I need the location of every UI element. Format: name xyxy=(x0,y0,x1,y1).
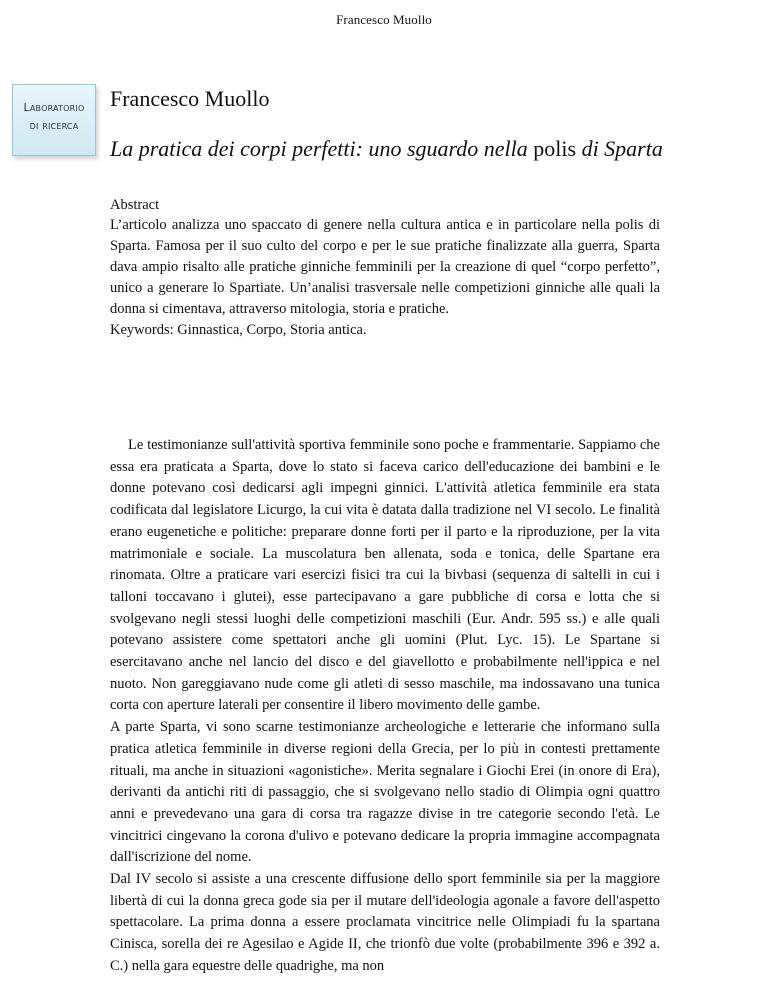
body-paragraph: Le testimonianze sull'attività sportiva femminile sono poche e frammentarie. Sappiamo che essa era praticata a Sparta, dove lo stato si faceva carico dell'educazione dei bambini e le donne potevano così dedicarsi agli impegni ginnici. L'attività atletica femminile era stata codificata dal legislatore Licurgo, la cui vita è datata dalla tradizione nel VI secolo. Le finalità erano eugenetiche e politiche: preparare donne forti per il parto e la riproduzione, per la vita matrimoniale e sociale. La muscolatura ben allenata, soda e tonica, delle Spartane era rinomata. Oltre a praticare vari esercizi fisici tra cui la bivbasi (sequenza di saltelli in cui i talloni toccavano i glutei), esse partecipavano a gare pubbliche di corsa e lotta che si svolgevano negli stessi luoghi delle competizioni maschili (Eur. Andr. 595 ss.) e alle quali potevano assistere come spettatori anche gli uomini (Plut. Lyc. 15). Le Spartane si esercitavano anche nel lancio del disco e del giavellotto e probabilmente nell'ippica e nel nuoto. Non gareggiavano nude come gli atleti di sesso maschile, ma indossavano una tunica corta con aperture laterali per consentire il libero movimento delle gambe. xyxy=(110,437,660,714)
article-author: Francesco Muollo xyxy=(110,86,270,111)
title-part-3: di Sparta xyxy=(576,136,663,161)
body-paragraph: Dal IV secolo si assiste a una crescente diffusione dello sport femminile sia per la maggiore libertà di cui la donna greca gode sia per il mutare dell'ideologia agonale a favore dell'aspetto spettacolare. La prima donna a essere proclamata vincitrice nelle Olimpiadi fu la spartana Cinisca, sorella dei re Agesilao e Agide II, che trionfò due volte (probabilmente 396 e 392 a. C.) nella gara equestre delle quadrighe, ma non xyxy=(110,871,660,974)
article-title xyxy=(110,136,663,162)
section-badge xyxy=(12,84,96,156)
title-part-1: La pratica dei corpi perfetti: uno sguardo nella xyxy=(110,136,534,161)
body-paragraph: A parte Sparta, vi sono scarne testimonianze archeologiche e letterarie che informano sulla pratica atletica femminile in diverse regioni della Grecia, per lo più in contesti prettamente rituali, ma anche in situazioni «agonistiche». Merita segnalare i Giochi Erei (in onore di Era), derivanti da antichi riti di passaggio, che si svolgevano nello stadio di Olimpia ogni quattro anni e prevedevano una gara di corsa tra ragazze divise in tre categorie secondo l'età. Le vincitrici cingevano la corona d'ulivo e potevano dedicare la propria immagine accompagnata dall'iscrizione del nome. xyxy=(110,719,660,866)
badge-line-2: di ricerca xyxy=(29,119,79,132)
abstract-heading: Abstract xyxy=(110,197,160,213)
article-body xyxy=(110,435,660,978)
keywords: Keywords: Ginnastica, Corpo, Storia antica. xyxy=(110,322,367,338)
title-part-2: polis xyxy=(533,136,577,161)
abstract-text: L’articolo analizza uno spaccato di genere nella cultura antica e in particolare nella polis di Sparta. Famosa per il suo culto del corpo e per le sue pratiche finalizzate alla guerra, Sparta dava ampio risalto alle pratiche ginniche femminili per la creazione di quel “corpo perfetto”, unico a generare lo Spartiate. Un’analisi trasversale nelle competizioni ginniche alle quali la donna si cimentava, attraverso mitologia, storia e pratiche. xyxy=(110,217,660,317)
badge-line-1: Laboratorio xyxy=(23,101,85,114)
running-header: Francesco Muollo xyxy=(336,12,432,27)
